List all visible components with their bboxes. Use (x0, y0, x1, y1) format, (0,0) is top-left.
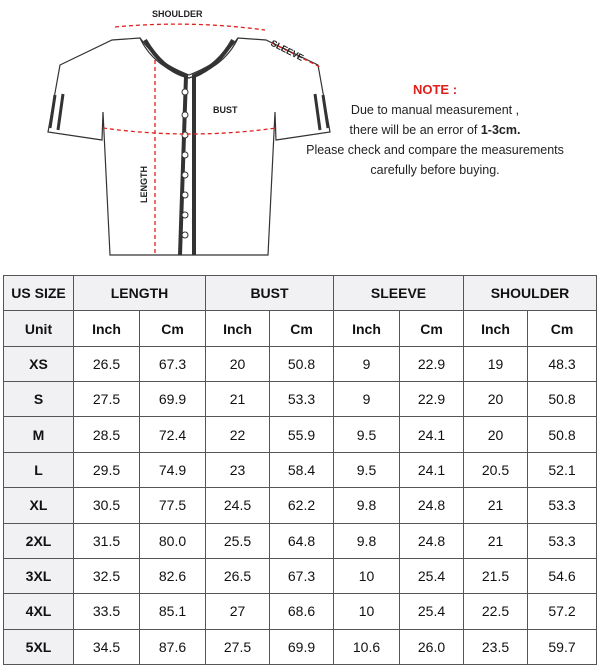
unit-cell: Inch (334, 311, 400, 346)
measurement-cell: 24.1 (400, 417, 464, 452)
table-row (4, 488, 597, 523)
table-header-row (4, 276, 597, 311)
size-chart-table (3, 275, 597, 665)
measurement-cell: 50.8 (270, 346, 334, 381)
measurement-cell: 9 (334, 382, 400, 417)
note-line1: Due to manual measurement , (350, 103, 520, 117)
measurement-cell: 32.5 (74, 558, 140, 593)
measurement-cell: 9 (334, 346, 400, 381)
table-row (4, 629, 597, 664)
size-label-cell: M (4, 417, 74, 452)
size-label-cell: XS (4, 346, 74, 381)
jersey-shape (48, 38, 330, 255)
measurement-cell: 58.4 (270, 452, 334, 487)
header-us-size: US SIZE (4, 276, 74, 311)
measurement-cell: 21 (464, 523, 528, 558)
measurement-cell: 52.1 (528, 452, 597, 487)
measurement-cell: 25.4 (400, 594, 464, 629)
measurement-cell: 21 (206, 382, 270, 417)
table-row (4, 558, 597, 593)
header-length: LENGTH (74, 276, 206, 311)
unit-cell: Cm (140, 311, 206, 346)
measurement-cell: 10 (334, 594, 400, 629)
measurement-cell: 24.8 (400, 523, 464, 558)
measurement-cell: 27 (206, 594, 270, 629)
length-label: LENGTH (139, 166, 149, 203)
measurement-cell: 25.4 (400, 558, 464, 593)
measurement-cell: 80.0 (140, 523, 206, 558)
measurement-cell: 20.5 (464, 452, 528, 487)
measurement-cell: 28.5 (74, 417, 140, 452)
measurement-cell: 23.5 (464, 629, 528, 664)
size-label-cell: XL (4, 488, 74, 523)
measurement-cell: 30.5 (74, 488, 140, 523)
table-row (4, 452, 597, 487)
measurement-cell: 54.6 (528, 558, 597, 593)
measurement-cell: 26.0 (400, 629, 464, 664)
size-label-cell: 5XL (4, 629, 74, 664)
measurement-cell: 53.3 (528, 488, 597, 523)
measurement-cell: 26.5 (206, 558, 270, 593)
measurement-cell: 69.9 (140, 382, 206, 417)
measurement-cell: 25.5 (206, 523, 270, 558)
measurement-cell: 87.6 (140, 629, 206, 664)
shoulder-label: SHOULDER (152, 9, 203, 19)
measurement-cell: 72.4 (140, 417, 206, 452)
size-label-cell: L (4, 452, 74, 487)
measurement-cell: 48.3 (528, 346, 597, 381)
header-shoulder: SHOULDER (464, 276, 597, 311)
note-line2 (300, 120, 570, 140)
measurement-cell: 33.5 (74, 594, 140, 629)
measurement-cell: 53.3 (528, 523, 597, 558)
table-row (4, 382, 597, 417)
measurement-cell: 22.5 (464, 594, 528, 629)
measurement-cell: 9.8 (334, 523, 400, 558)
table-row (4, 346, 597, 381)
unit-cell: Cm (270, 311, 334, 346)
measurement-cell: 77.5 (140, 488, 206, 523)
measurement-cell: 10.6 (334, 629, 400, 664)
unit-cell: Cm (528, 311, 597, 346)
table-row (4, 417, 597, 452)
measurement-cell: 24.8 (400, 488, 464, 523)
measurement-cell: 21.5 (464, 558, 528, 593)
unit-cell: Inch (464, 311, 528, 346)
sleeve-label: SLEEVE (269, 37, 306, 63)
measurement-cell: 22.9 (400, 346, 464, 381)
measurement-cell: 34.5 (74, 629, 140, 664)
table-unit-row (4, 311, 597, 346)
measurement-cell: 74.9 (140, 452, 206, 487)
measurement-cell: 9.5 (334, 452, 400, 487)
measurement-cell: 9.8 (334, 488, 400, 523)
measurement-cell: 27.5 (74, 382, 140, 417)
header-sleeve: SLEEVE (334, 276, 464, 311)
unit-cell: Cm (400, 311, 464, 346)
measurement-cell: 20 (464, 417, 528, 452)
measurement-cell: 10 (334, 558, 400, 593)
measurement-cell: 21 (464, 488, 528, 523)
note-line3: Please check and compare the measurements (306, 143, 564, 157)
size-label-cell: 3XL (4, 558, 74, 593)
table-row (4, 523, 597, 558)
note-line4: carefully before buying. (370, 163, 500, 177)
table-row (4, 594, 597, 629)
measurement-cell: 27.5 (206, 629, 270, 664)
measurement-cell: 29.5 (74, 452, 140, 487)
size-label-cell: 4XL (4, 594, 74, 629)
note-error-range: 1-3cm. (480, 123, 521, 137)
measurement-cell: 22.9 (400, 382, 464, 417)
size-label-cell: S (4, 382, 74, 417)
header-bust: BUST (206, 276, 334, 311)
measurement-cell: 24.1 (400, 452, 464, 487)
measurement-cell: 50.8 (528, 417, 597, 452)
measurement-cell: 69.9 (270, 629, 334, 664)
measurement-cell: 20 (206, 346, 270, 381)
measurement-cell: 82.6 (140, 558, 206, 593)
measurement-cell: 9.5 (334, 417, 400, 452)
measurement-cell: 85.1 (140, 594, 206, 629)
size-label-cell: 2XL (4, 523, 74, 558)
measurement-cell: 55.9 (270, 417, 334, 452)
measurement-cell: 31.5 (74, 523, 140, 558)
measurement-cell: 59.7 (528, 629, 597, 664)
measurement-cell: 67.3 (140, 346, 206, 381)
measurement-cell: 50.8 (528, 382, 597, 417)
measurement-cell: 64.8 (270, 523, 334, 558)
measurement-cell: 26.5 (74, 346, 140, 381)
measurement-cell: 22 (206, 417, 270, 452)
bust-label: BUST (213, 105, 238, 115)
unit-cell: Inch (206, 311, 270, 346)
measurement-cell: 20 (464, 382, 528, 417)
measurement-cell: 23 (206, 452, 270, 487)
measurement-cell: 24.5 (206, 488, 270, 523)
measurement-cell: 62.2 (270, 488, 334, 523)
note-box (300, 80, 570, 180)
measurement-cell: 19 (464, 346, 528, 381)
measurement-cell: 68.6 (270, 594, 334, 629)
measurement-cell: 57.2 (528, 594, 597, 629)
unit-cell: Inch (74, 311, 140, 346)
note-title: NOTE : (412, 82, 458, 97)
measurement-cell: 53.3 (270, 382, 334, 417)
note-line2-text: there will be an error of (349, 123, 481, 137)
measurement-cell: 67.3 (270, 558, 334, 593)
unit-label: Unit (4, 311, 74, 346)
